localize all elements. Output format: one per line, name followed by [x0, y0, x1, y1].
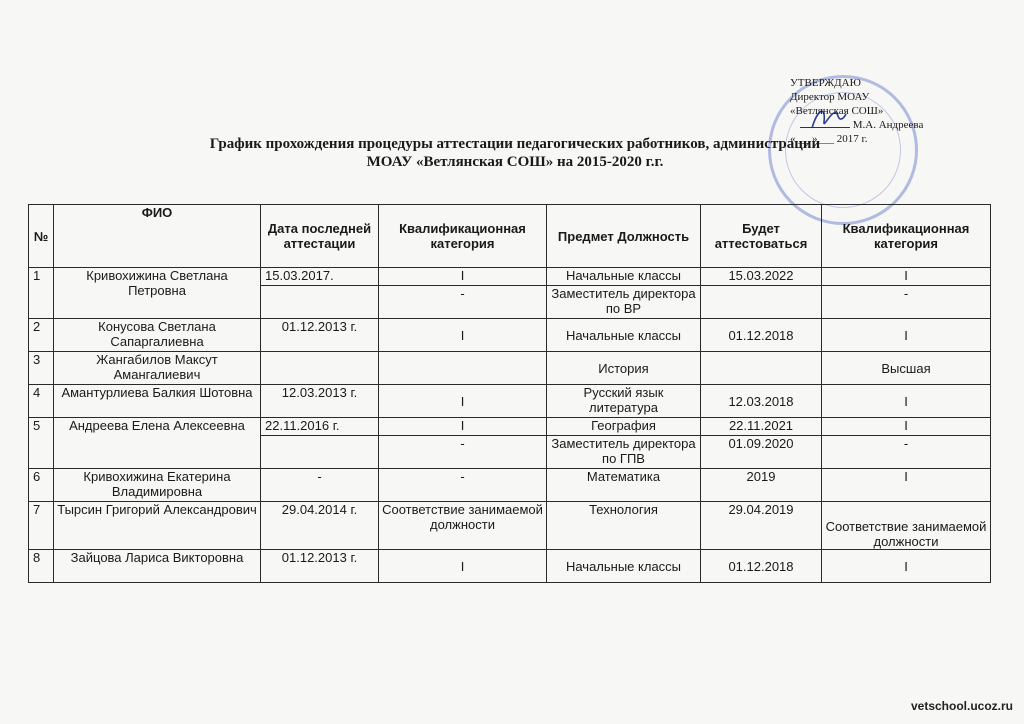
cell-fio: Кривохижина Екатерина Владимировна: [54, 469, 261, 502]
cell-subject: Заместитель директора по ГПВ: [547, 436, 701, 469]
cell-num: 2: [29, 319, 54, 352]
page-title: [150, 135, 880, 171]
approval-line-5: « __ »___ 2017 г.: [790, 133, 868, 145]
cell-subject: Русский язык литература: [547, 385, 701, 418]
cell-last-date: 15.03.2017.: [261, 268, 379, 286]
approval-line-1: УТВЕРЖДАЮ: [790, 77, 861, 89]
cell-category-2: I: [822, 385, 991, 418]
cell-category: Соответствие занимаемой должности: [379, 502, 547, 550]
cell-fio: Андреева Елена Алексеевна: [54, 418, 261, 469]
cell-fio: Зайцова Лариса Викторовна: [54, 550, 261, 583]
cell-num: 8: [29, 550, 54, 583]
cell-fio: Тырсин Григорий Александрович: [54, 502, 261, 550]
cell-category-2: Соответствие занимаемой должности: [822, 502, 991, 550]
table-row: [29, 502, 991, 550]
cell-next: 22.11.2021: [701, 418, 822, 436]
header-subject: Предмет Должность: [547, 205, 701, 268]
cell-fio: Кривохижина Светлана Петровна: [54, 268, 261, 319]
attestation-table: [28, 204, 991, 583]
table-header-row: [29, 205, 991, 268]
approval-line-4: М.А. Андреева: [852, 119, 924, 131]
cell-num: 1: [29, 268, 54, 319]
header-num: №: [29, 205, 54, 268]
cell-category: -: [379, 286, 547, 319]
cell-subject: Технология: [547, 502, 701, 550]
cell-last-date: 29.04.2014 г.: [261, 502, 379, 550]
cell-next: [701, 352, 822, 385]
cell-category: I: [379, 385, 547, 418]
cell-category: I: [379, 268, 547, 286]
cell-subject: География: [547, 418, 701, 436]
cell-next: 01.12.2018: [701, 319, 822, 352]
cell-category-2: I: [822, 319, 991, 352]
cell-category-2: -: [822, 436, 991, 469]
cell-num: 6: [29, 469, 54, 502]
cell-last-date: [261, 436, 379, 469]
header-next: Будет аттестоваться: [701, 205, 822, 268]
cell-category-2: I: [822, 550, 991, 583]
cell-last-date: [261, 352, 379, 385]
cell-fio: Амантурлиева Балкия Шотовна: [54, 385, 261, 418]
title-line-2: МОАУ «Ветлянская СОШ» на 2015-2020 г.г.: [366, 154, 664, 170]
approval-line-2: Директор МОАУ: [790, 91, 870, 103]
cell-next: 01.12.2018: [701, 550, 822, 583]
title-line-1: График прохождения процедуры аттестации педагогических работников, администрации: [209, 136, 821, 152]
cell-category: -: [379, 469, 547, 502]
cell-subject: Заместитель директора по ВР: [547, 286, 701, 319]
cell-category-2: I: [822, 418, 991, 436]
cell-last-date: -: [261, 469, 379, 502]
cell-next: 29.04.2019: [701, 502, 822, 550]
cell-fio: Конусова Светлана Сапаргалиевна: [54, 319, 261, 352]
table-row: [29, 352, 991, 385]
cell-next: 15.03.2022: [701, 268, 822, 286]
cell-last-date: 12.03.2013 г.: [261, 385, 379, 418]
cell-category-2: I: [822, 469, 991, 502]
cell-category: I: [379, 319, 547, 352]
approval-line-3: «Ветлянская СОШ»: [790, 105, 884, 117]
cell-subject: Начальные классы: [547, 268, 701, 286]
cell-next: 12.03.2018: [701, 385, 822, 418]
table-row: [29, 268, 991, 286]
cell-num: 4: [29, 385, 54, 418]
cell-last-date: [261, 286, 379, 319]
cell-num: 7: [29, 502, 54, 550]
cell-next: [701, 286, 822, 319]
cell-next: 01.09.2020: [701, 436, 822, 469]
cell-category: I: [379, 418, 547, 436]
cell-num: 3: [29, 352, 54, 385]
cell-last-date: 01.12.2013 г.: [261, 319, 379, 352]
cell-last-date: 01.12.2013 г.: [261, 550, 379, 583]
cell-category-2: I: [822, 268, 991, 286]
header-category: Квалификационная категория: [379, 205, 547, 268]
cell-category: I: [379, 550, 547, 583]
cell-category-2: -: [822, 286, 991, 319]
table-row: [29, 385, 991, 418]
cell-subject: Начальные классы: [547, 550, 701, 583]
approval-signature-name: [790, 118, 970, 132]
cell-category-2: Высшая: [822, 352, 991, 385]
table-row: [29, 550, 991, 583]
cell-next: 2019: [701, 469, 822, 502]
header-category-2: Квалификационная категория: [822, 205, 991, 268]
cell-category: -: [379, 436, 547, 469]
cell-subject: История: [547, 352, 701, 385]
site-watermark: vetschool.ucoz.ru: [908, 698, 1016, 714]
cell-fio: Жангабилов Максут Амангалиевич: [54, 352, 261, 385]
cell-category: [379, 352, 547, 385]
header-fio: ФИО: [54, 205, 261, 268]
table-row: [29, 319, 991, 352]
cell-subject: Начальные классы: [547, 319, 701, 352]
cell-num: 5: [29, 418, 54, 469]
table-row: [29, 418, 991, 436]
cell-last-date: 22.11.2016 г.: [261, 418, 379, 436]
cell-subject: Математика: [547, 469, 701, 502]
header-last-date: Дата последней аттестации: [261, 205, 379, 268]
table-row: [29, 469, 991, 502]
